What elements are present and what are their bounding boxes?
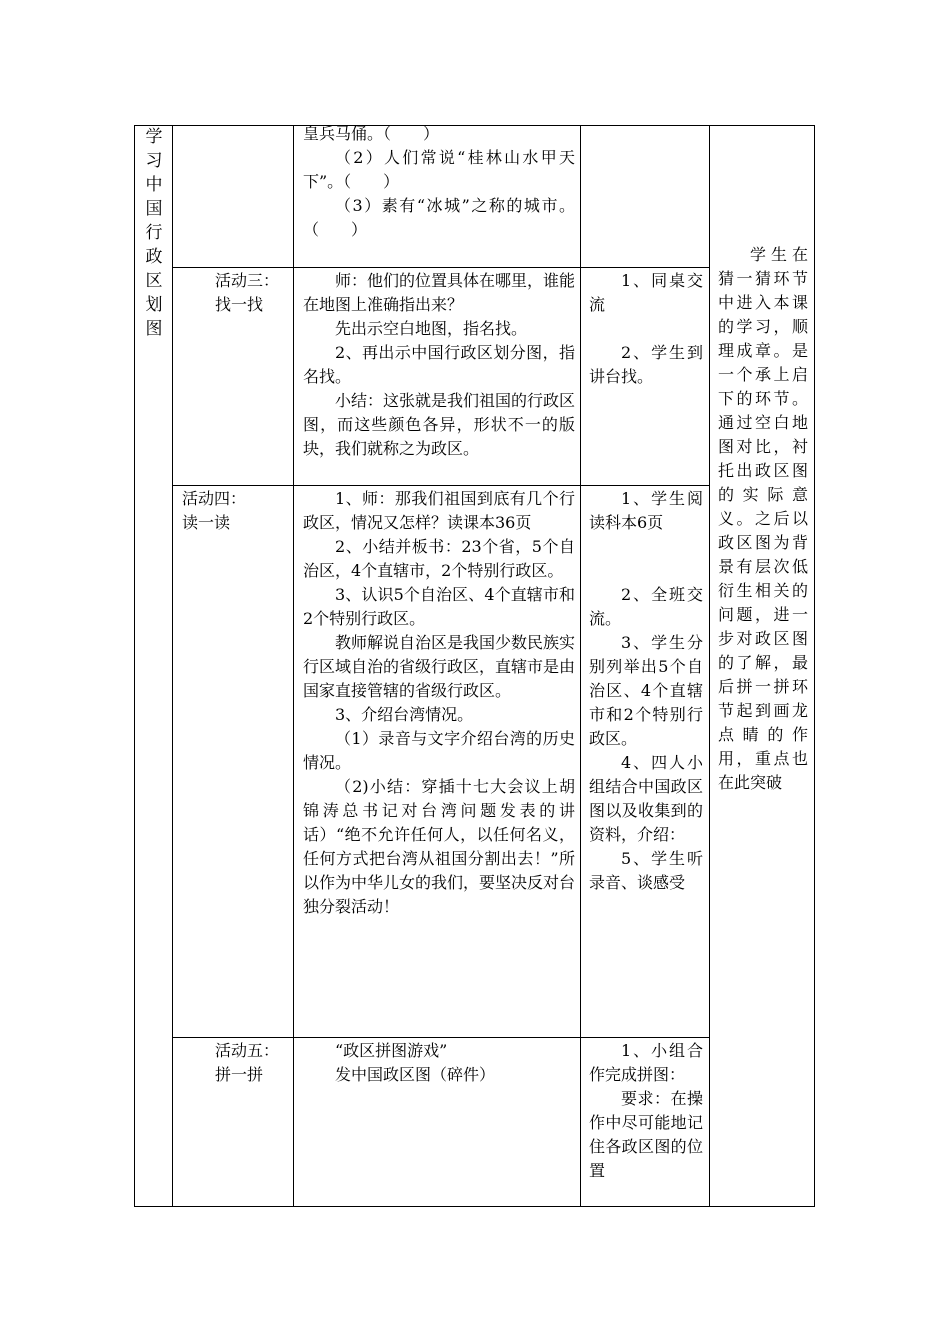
activity4-title: 活动四： 读一读	[182, 489, 247, 532]
row-line-3	[172, 1037, 709, 1038]
row-line-2	[172, 485, 709, 486]
row-line-1	[172, 267, 709, 268]
activity3-teacher: 师：他们的位置具体在哪里，谁能在地图上准确指出来？ 先出示空白地图，指名找。 2、再出示中国行政区划分图，指名找。 小结：这张就是我们祖国的行政区图，而这些颜色各异，形状不一的版块，我们就称之为政区。	[303, 271, 576, 458]
section-label: 学 习 中 国 行 政 区 划 图	[145, 127, 163, 339]
col-line-3	[580, 125, 581, 1207]
activity3-student: 1、同桌交流 2、学生到讲台找。	[589, 271, 703, 386]
design-note: 学生在猜一猜环节中进入本课的学习，顺理成章。是一个承上启下的环节。通过空白地图对比，衬托出政区图的实际意义。之后以政区图为背景有层次低衍生相关的问题，进一步对政区图的了解，最后拼一拼环节起到画龙点睛的作用，重点也在此突破	[718, 245, 808, 792]
activity4-teacher: 1、师：那我们祖国到底有几个行政区，情况又怎样？读课本36页 2、小结并板书：23个省，5个自治区，4个直辖市，2个特别行政区。 3、认识5个自治区、4个直辖市和2个特别行政区。 教师解说自治区是我国少数民族实行区域自治的省级行政区，直辖市是由国家直接管辖的省级行政区。 3、介绍台湾情况。 （1）录音与文字介绍台湾的历史情况。 （2)小结：穿插十七大会议上胡锦涛总书记对台湾问题发表的讲话）“绝不允许任何人，以任何名义，任何方式把台湾从祖国分割出去！”所以作为中华儿女的我们，要坚决反对台独分裂活动！	[303, 489, 576, 916]
activity5-student: 1、小组合作完成拼图： 要求：在操作中尽可能地记住各政区图的位置	[589, 1041, 703, 1180]
col-line-1	[172, 125, 173, 1207]
row0-content: 皇兵马俑。（ ） （2）人们常说“桂林山水甲天下”。（ ） （3）素有“冰城”之称的城市。（ ）	[303, 124, 575, 239]
activity5-teacher: “政区拼图游戏” 发中国政区图（碎件）	[335, 1041, 496, 1084]
activity5-title: 活动五： 拼一拼	[215, 1041, 280, 1084]
activity3-title: 活动三： 找一找	[215, 271, 280, 314]
activity4-student: 1、学生阅读科本6页 2、全班交流。 3、学生分别列举出5个自治区、4个直辖市和2个特别行政区。 4、四人小组结合中国政区图以及收集到的资料，介绍： 5、学生听录音、谈感受	[589, 489, 703, 892]
col-line-4	[709, 125, 710, 1207]
